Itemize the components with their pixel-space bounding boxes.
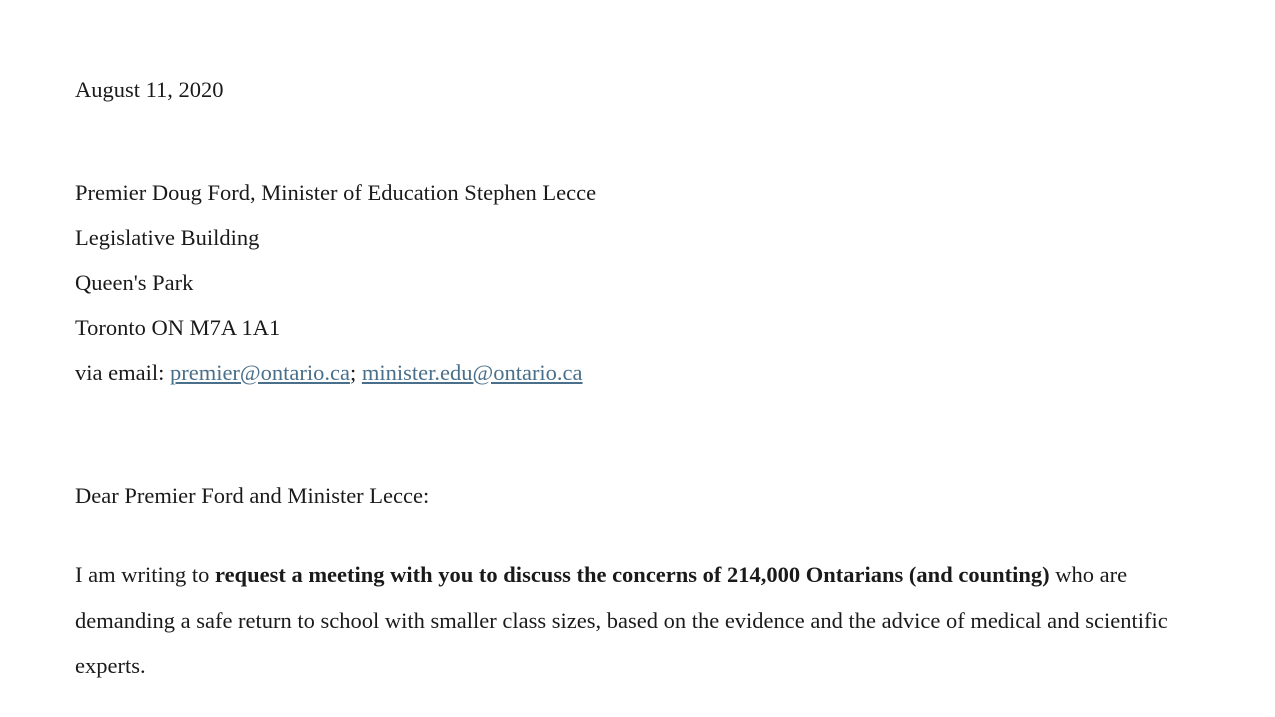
letter-content [75, 0, 1193, 689]
address-line-recipient-names: Premier Doug Ford, Minister of Education Stephen Lecce [75, 179, 597, 205]
letter-salutation: Dear Premier Ford and Minister Lecce: [75, 482, 430, 508]
recipient-address-block [75, 102, 1193, 395]
email-separator: ; [349, 359, 362, 385]
body-lead-text: I am writing to [75, 562, 215, 587]
address-line-building: Legislative Building [75, 224, 260, 250]
letter-body-paragraph [75, 507, 1193, 689]
letter-date: August 11, 2020 [75, 77, 224, 102]
body-trailing-text: who are demanding a safe return to school with smaller class sizes, based on the evidence and the advice of medical and scientific experts. [75, 562, 1168, 678]
address-line-city-postal: Toronto ON M7A 1A1 [75, 314, 281, 340]
minister-email-link[interactable]: minister.edu@ontario.ca [361, 359, 583, 385]
email-delivery-line [75, 350, 1193, 395]
email-line-prefix: via email: [75, 359, 170, 385]
body-bold-request-text: request a meeting with you to discuss the concerns of 214,000 Ontarians (and counting) [214, 562, 1050, 587]
address-line-park: Queen's Park [75, 269, 194, 295]
premier-email-link[interactable]: premier@ontario.ca [169, 359, 350, 385]
